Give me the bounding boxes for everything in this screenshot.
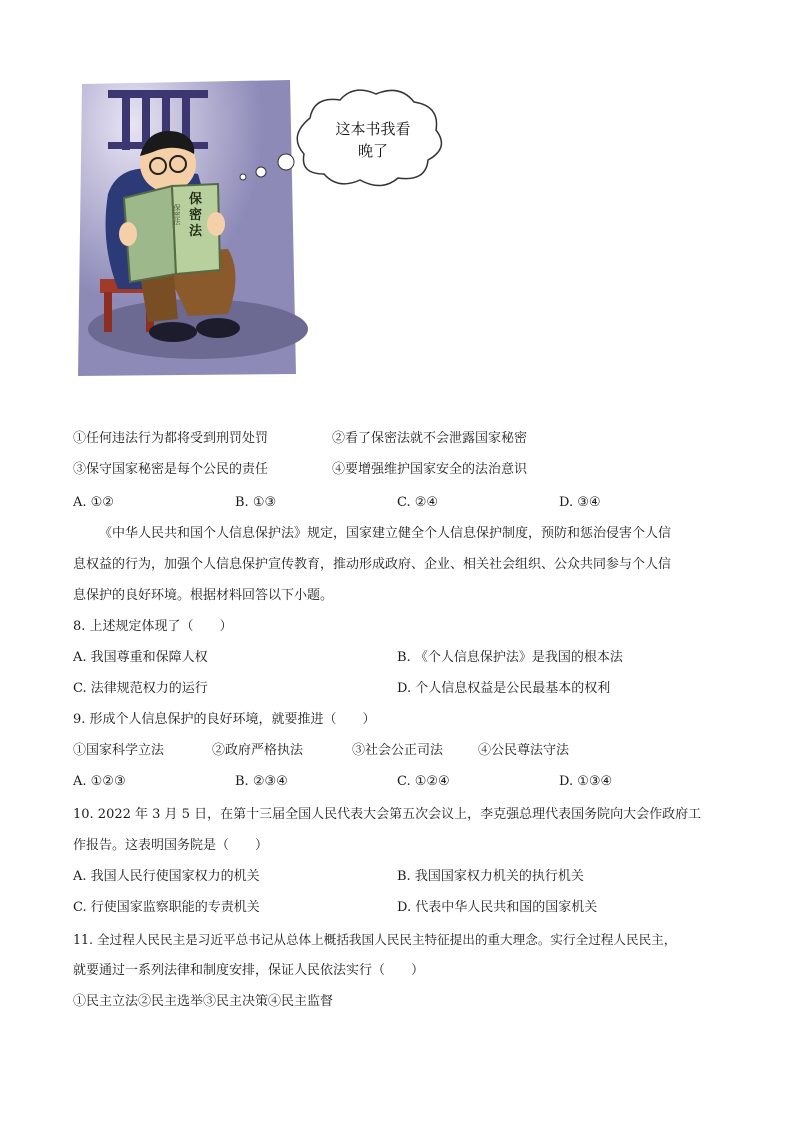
q10-option-c[interactable]: C. 行使国家监察职能的专责机关 xyxy=(73,900,260,915)
q9-option-a[interactable]: A. ①②③ xyxy=(73,774,126,789)
q9-option-c[interactable]: C. ①②④ xyxy=(397,774,450,789)
q11-stem-line-2: 就要通过一系列法律和制度安排，保证人民依法实行（ ） xyxy=(73,963,425,978)
q11-statements: ①民主立法②民主选举③民主决策④民主监督 xyxy=(73,994,334,1009)
q8-option-b[interactable]: B. 《个人信息保护法》是我国的根本法 xyxy=(397,650,623,665)
q8-option-d[interactable]: D. 个人信息权益是公民最基本的权利 xyxy=(397,681,611,696)
q10-stem-line-1: 10. 2022 年 3 月 5 日，在第十三届全国人民代表大会第五次会议上，李克强总理代表国务院向大会作政府工 xyxy=(73,807,702,822)
q11-stem-line-1: 11. 全过程人民民主是习近平总书记从总体上概括我国人民民主特征提出的重大理念。实行全过程人民民主， xyxy=(73,932,677,947)
q7-option-b[interactable]: B. ①③ xyxy=(235,495,277,510)
book-subtitle: 保密法 xyxy=(173,204,181,225)
material-line-2: 息权益的行为，加强个人信息保护宣传教育，推动形成政府、企业、相关社会组织、公众共同参与个人信 xyxy=(73,557,672,572)
q10-stem-line-2: 作报告。这表明国务院是（ ） xyxy=(73,838,269,853)
q9-statement-3: ③社会公正司法 xyxy=(352,743,444,758)
book-title: 保 密 法 xyxy=(189,192,203,239)
q9-stem: 9. 形成个人信息保护的良好环境，就要推进（ ） xyxy=(73,712,376,727)
q7-statement-2: ②看了保密法就不会泄露国家秘密 xyxy=(332,431,528,446)
q7-option-c[interactable]: C. ②④ xyxy=(397,495,439,510)
material-line-1: 《中华人民共和国个人信息保护法》规定，国家建立健全个人信息保护制度，预防和惩治侵害个人信 xyxy=(99,526,672,541)
q7-statement-1: ①任何违法行为都将受到刑罚处罚 xyxy=(73,431,269,446)
q9-statement-4: ④公民尊法守法 xyxy=(478,743,570,758)
q10-option-d[interactable]: D. 代表中华人民共和国的国家机关 xyxy=(397,900,598,915)
q7-option-d[interactable]: D. ③④ xyxy=(559,495,601,510)
q9-option-b[interactable]: B. ②③④ xyxy=(235,774,288,789)
material-line-3: 息保护的良好环境。根据材料回答以下小题。 xyxy=(73,588,334,603)
q7-statement-4: ④要增强维护国家安全的法治意识 xyxy=(332,462,528,477)
q8-stem: 8. 上述规定体现了（ ） xyxy=(73,619,233,634)
q9-statement-2: ②政府严格执法 xyxy=(212,743,304,758)
q8-option-c[interactable]: C. 法律规范权力的运行 xyxy=(73,681,208,696)
q7-statement-3: ③保守国家秘密是每个公民的责任 xyxy=(73,462,269,477)
q10-option-a[interactable]: A. 我国人民行使国家权力的机关 xyxy=(73,869,260,884)
q9-statement-1: ①国家科学立法 xyxy=(73,743,165,758)
q9-option-d[interactable]: D. ①③④ xyxy=(559,774,613,789)
cartoon-illustration xyxy=(78,74,446,380)
q7-option-a[interactable]: A. ①② xyxy=(73,495,114,510)
q10-option-b[interactable]: B. 我国国家权力机关的执行机关 xyxy=(397,869,584,884)
thought-text: 这本书我看 晚了 xyxy=(335,120,411,160)
q8-option-a[interactable]: A. 我国尊重和保障人权 xyxy=(73,650,208,665)
